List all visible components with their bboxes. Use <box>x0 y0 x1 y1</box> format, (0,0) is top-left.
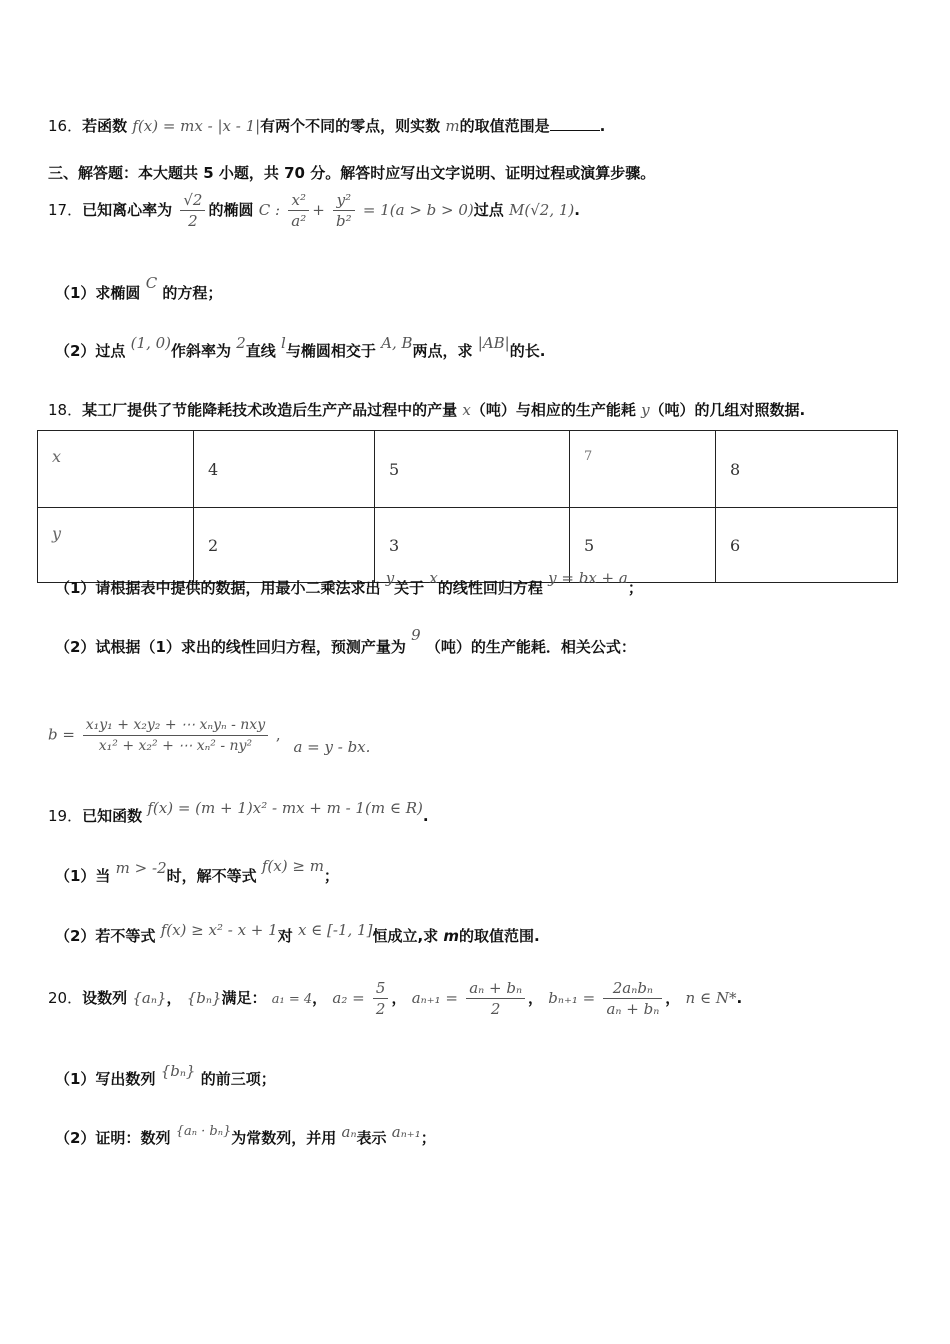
q18-p1-x: x <box>429 569 438 587</box>
table-cell: 6 <box>716 508 898 583</box>
point-m: M(√2, 1) <box>509 201 575 219</box>
table-row <box>38 431 898 508</box>
ellipse-rhs: = 1(a > b > 0) <box>362 201 474 219</box>
q16-text-post: 的取值范围是 <box>459 117 550 135</box>
q18-part2 <box>55 626 636 657</box>
q18-p1-mid: 关于 <box>394 579 425 597</box>
table-cell: 3 <box>375 508 570 583</box>
q19-p2-post: 恒成立,求 <box>372 927 439 945</box>
q20-p2-seq: {aₙ · bₙ} <box>175 1124 232 1139</box>
regression-formula <box>48 715 370 756</box>
q18-line <box>48 399 805 420</box>
x-denominator: a² <box>291 212 307 230</box>
q20-part2 <box>55 1123 436 1148</box>
q19-p2-ineq: f(x) ≥ x² - x + 1 <box>160 921 278 939</box>
q18-number: 18． <box>48 401 83 419</box>
q20-text-mid: 满足： <box>221 989 267 1007</box>
formula-b-denominator: x₁² + x₂² + ⋯ xₙ² - ny² <box>98 738 253 754</box>
q17-p1-post: 的方程； <box>162 284 223 302</box>
q17-p2-pts: A, B <box>381 334 413 352</box>
q16-text-mid: 有两个不同的零点，则实数 <box>260 117 441 135</box>
q20-comma: ， <box>665 989 681 1007</box>
q17-end: . <box>574 201 580 219</box>
q20-comma: ， <box>391 989 407 1007</box>
q17-p2-l: l <box>281 334 286 352</box>
q16-text-pre: 若函数 <box>82 117 128 135</box>
q20-p1-post: 的前三项； <box>200 1070 276 1088</box>
q19-p1-end: ； <box>323 867 339 885</box>
q18-p1-eq: y = bx + a <box>548 569 628 587</box>
q20-p2-an1: aₙ₊₁ <box>391 1123 421 1141</box>
q19-formula: f(x) = (m + 1)x² - mx + m - 1(m ∈ R) <box>147 799 423 817</box>
q19-p2-end: 的取值范围. <box>459 927 540 945</box>
q17-p2-mid3: 两点，求 <box>412 342 473 360</box>
q18-p1-y: y <box>385 569 395 587</box>
table-cell: 8 <box>716 431 898 508</box>
table-cell: 4 <box>194 431 375 508</box>
plus-sign: + <box>312 201 325 219</box>
bn1-fraction <box>603 978 662 1019</box>
q16-end: . <box>599 117 606 135</box>
q17-text-pre: 已知离心率为 <box>82 201 173 219</box>
q17-text-mid: 的椭圆 <box>208 201 254 219</box>
q19-p2-range: x ∈ [-1, 1] <box>297 921 373 939</box>
data-table <box>37 430 898 583</box>
q17-part1 <box>55 274 223 303</box>
q20-part1 <box>55 1062 276 1089</box>
q16-formula: f(x) = mx - |x - 1| <box>132 117 261 135</box>
table-cell: 5 <box>375 431 570 508</box>
q19-p1-cond: m > -2 <box>115 859 167 877</box>
seq-b: {bₙ} <box>186 989 222 1007</box>
q20-p2-label: （2）证明：数列 <box>55 1129 171 1147</box>
q17-p2-mid: 作斜率为 <box>171 342 232 360</box>
q18-p1-mid2: 的线性回归方程 <box>437 579 543 597</box>
formula-b-lhs: b = <box>48 725 75 744</box>
formula-end: . <box>365 737 371 756</box>
q20-p2-mid2: 表示 <box>356 1129 387 1147</box>
q18-p1-label: （1）请根据表中提供的数据，用最小二乘法求出 <box>55 579 381 597</box>
a2-fraction <box>373 978 389 1019</box>
a2-numerator: 5 <box>373 978 389 999</box>
seq-a: {aₙ} <box>132 989 167 1007</box>
q19-p2-mid: 对 <box>277 927 293 945</box>
q18-part1 <box>55 569 643 598</box>
a1-value: a₁ = 4 <box>271 992 313 1007</box>
q18-text-post: （吨）的几组对照数据. <box>649 401 806 419</box>
q19-text-pre: 已知函数 <box>82 807 143 825</box>
q17-p2-slope: 2 <box>236 334 246 352</box>
table-row <box>38 508 898 583</box>
q17-part2 <box>55 334 546 361</box>
bn1-numerator: 2aₙbₙ <box>603 978 662 999</box>
n-condition: n ∈ N* <box>685 989 737 1007</box>
an1-numerator: aₙ + bₙ <box>466 978 525 999</box>
q20-number: 20． <box>48 989 83 1007</box>
q19-part2 <box>55 921 540 946</box>
q17-number: 17． <box>48 201 83 219</box>
ecc-numerator: √2 <box>180 190 205 211</box>
q17-p2-line: 直线 <box>245 342 276 360</box>
ecc-denominator: 2 <box>188 212 198 230</box>
formula-b-numerator: x₁y₁ + x₂y₂ + ⋯ xₙyₙ - nxy <box>83 715 268 736</box>
q20-line <box>48 978 742 1019</box>
an1-fraction <box>466 978 525 1019</box>
q19-p1-label: （1）当 <box>55 867 111 885</box>
an1-denominator: 2 <box>490 1000 501 1018</box>
q20-p2-an: aₙ <box>341 1123 357 1141</box>
q20-comma: ， <box>528 989 544 1007</box>
q19-part1 <box>55 857 339 886</box>
q18-p2-label: （2）试根据（1）求出的线性回归方程，预测产量为 <box>55 638 406 656</box>
q20-p1-label: （1）写出数列 <box>55 1070 156 1088</box>
q18-x: x <box>462 401 471 419</box>
q19-line <box>48 799 429 826</box>
y-numerator: y² <box>333 190 355 211</box>
q20-text-pre: 设数列 <box>82 989 128 1007</box>
q18-y: y <box>641 401 650 419</box>
q19-p1-ineq: f(x) ≥ m <box>261 857 324 875</box>
table-cell: 7 <box>570 431 716 508</box>
q17-p1-var: C <box>145 274 158 292</box>
q19-p2-m: m <box>443 927 460 945</box>
q16-line <box>48 115 605 136</box>
y-denominator: b² <box>336 212 352 230</box>
q17-p1-label: （1）求椭圆 <box>55 284 141 302</box>
formula-a: a = y - bx <box>293 737 366 756</box>
q20-p1-seq: {bₙ} <box>160 1062 196 1080</box>
x-fraction <box>288 190 309 231</box>
q19-end: . <box>422 807 429 825</box>
q17-line <box>48 190 580 231</box>
bn1-denominator: aₙ + bₙ <box>606 1000 660 1018</box>
section-title: 三、解答题：本大题共 5 小题，共 70 分。解答时应写出文字说明、证明过程或演算步骤。 <box>48 164 656 182</box>
bn1-lhs: bₙ₊₁ = <box>548 989 596 1007</box>
an1-lhs: aₙ₊₁ = <box>411 989 458 1007</box>
row-header: x <box>38 431 194 508</box>
ellipse-lhs: C : <box>258 201 281 219</box>
q17-p2-post: 的长. <box>509 342 546 360</box>
q17-p2-point: (1, 0) <box>130 334 171 352</box>
a2-lhs: a₂ = <box>332 989 365 1007</box>
q16-var: m <box>445 117 460 135</box>
q20-end: . <box>736 989 743 1007</box>
q19-p1-mid: 时，解不等式 <box>166 867 257 885</box>
q18-text-mid: （吨）与相应的生产能耗 <box>470 401 636 419</box>
q20-p2-mid: 为常数列，并用 <box>231 1129 337 1147</box>
q18-p1-end: ； <box>627 579 643 597</box>
table-cell: 5 <box>570 508 716 583</box>
q17-p2-label: （2）过点 <box>55 342 126 360</box>
q16-number: 16． <box>48 117 83 135</box>
q19-number: 19． <box>48 807 83 825</box>
q19-p2-label: （2）若不等式 <box>55 927 156 945</box>
a2-denominator: 2 <box>375 1000 386 1018</box>
q20-p2-end: ； <box>420 1129 436 1147</box>
q20-comma: ， <box>166 989 182 1007</box>
q17-p2-mid2: 与椭圆相交于 <box>285 342 376 360</box>
eccentricity-fraction <box>180 190 205 231</box>
answer-blank[interactable] <box>550 130 600 131</box>
y-fraction <box>333 190 355 231</box>
table-cell: 2 <box>194 508 375 583</box>
q18-text-pre: 某工厂提供了节能降耗技术改造后生产产品过程中的产量 <box>82 401 458 419</box>
q18-p2-post: （吨）的生产能耗．相关公式： <box>425 638 636 656</box>
q17-p2-ab: |AB| <box>477 334 510 352</box>
q20-comma: ， <box>312 989 328 1007</box>
row-header: y <box>38 508 194 583</box>
q17-text-post: 过点 <box>473 201 504 219</box>
x-numerator: x² <box>288 190 309 211</box>
formula-b-fraction <box>83 715 268 756</box>
formula-sep: , <box>275 725 281 744</box>
q18-p2-val: 9 <box>411 626 421 644</box>
